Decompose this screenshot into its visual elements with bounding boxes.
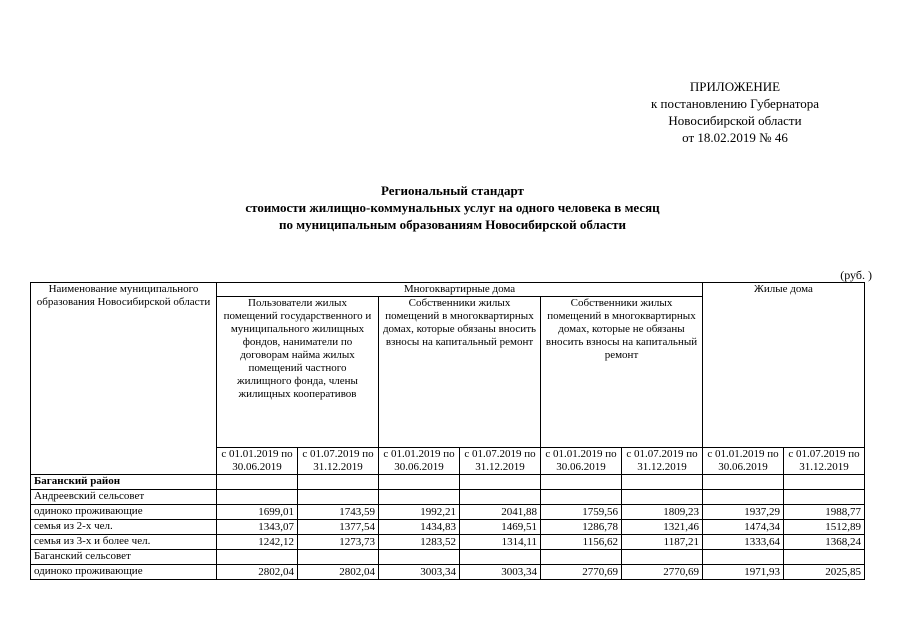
document-title — [0, 182, 905, 233]
header-period-5: с 01.01.2019 по 30.06.2019 — [541, 448, 622, 475]
unit-label: (руб. ) — [840, 268, 872, 282]
row-label: семья из 3-х и более чел. — [31, 535, 217, 550]
header-sub-owners-capital: Собственники жилых помещений в многоквартирных домах, которые обязаны вносить взносы на капитальный ремонт — [379, 297, 541, 448]
value-cell — [541, 475, 622, 490]
title-line-3: по муниципальным образованиям Новосибирской области — [279, 217, 626, 232]
value-cell — [784, 475, 865, 490]
value-cell: 1759,56 — [541, 505, 622, 520]
value-cell — [460, 550, 541, 565]
header-period-6: с 01.07.2019 по 31.12.2019 — [622, 448, 703, 475]
row-label: одиноко проживающие — [31, 565, 217, 580]
appendix-block — [600, 78, 870, 146]
value-cell: 1988,77 — [784, 505, 865, 520]
appendix-heading: ПРИЛОЖЕНИЕ — [689, 79, 781, 94]
value-cell: 2802,04 — [298, 565, 379, 580]
table-row — [31, 565, 865, 580]
table-row — [31, 505, 865, 520]
header-houses: Жилые дома — [703, 283, 865, 448]
value-cell: 1377,54 — [298, 520, 379, 535]
header-period-3: с 01.01.2019 по 30.06.2019 — [379, 448, 460, 475]
value-cell: 1743,59 — [298, 505, 379, 520]
row-label: Баганский район — [31, 475, 217, 490]
value-cell: 1368,24 — [784, 535, 865, 550]
value-cell — [217, 550, 298, 565]
header-period-8: с 01.07.2019 по 31.12.2019 — [784, 448, 865, 475]
table-row — [31, 535, 865, 550]
header-mkd: Многоквартирные дома — [217, 283, 703, 297]
header-sub-tenants: Пользователи жилых помещений государственного и муниципального жилищных фондов, наниматели по договорам найма жилых помещений частного жилищного фонда, члены жилищных кооперативов — [217, 297, 379, 448]
value-cell: 1809,23 — [622, 505, 703, 520]
value-cell: 1286,78 — [541, 520, 622, 535]
value-cell: 1314,11 — [460, 535, 541, 550]
value-cell: 1343,07 — [217, 520, 298, 535]
value-cell — [541, 490, 622, 505]
title-line-1: Региональный стандарт — [381, 183, 524, 198]
title-line-2: стоимости жилищно-коммунальных услуг на одного человека в месяц — [245, 200, 660, 215]
value-cell — [379, 490, 460, 505]
table-row — [31, 490, 865, 505]
value-cell: 1333,64 — [703, 535, 784, 550]
value-cell: 1474,34 — [703, 520, 784, 535]
header-period-7: с 01.01.2019 по 30.06.2019 — [703, 448, 784, 475]
value-cell: 1283,52 — [379, 535, 460, 550]
value-cell: 1434,83 — [379, 520, 460, 535]
value-cell — [703, 490, 784, 505]
value-cell — [379, 475, 460, 490]
value-cell — [379, 550, 460, 565]
value-cell: 1971,93 — [703, 565, 784, 580]
value-cell: 1156,62 — [541, 535, 622, 550]
value-cell — [703, 550, 784, 565]
value-cell: 2025,85 — [784, 565, 865, 580]
value-cell — [217, 490, 298, 505]
value-cell: 1937,29 — [703, 505, 784, 520]
value-cell — [622, 550, 703, 565]
value-cell: 3003,34 — [379, 565, 460, 580]
value-cell: 2770,69 — [541, 565, 622, 580]
appendix-date: от 18.02.2019 № 46 — [682, 130, 788, 145]
value-cell — [622, 490, 703, 505]
standards-table — [30, 282, 865, 580]
value-cell — [298, 475, 379, 490]
value-cell — [460, 490, 541, 505]
header-sub-owners-no-capital: Собственники жилых помещений в многоквартирных домах, которые не обязаны вносить взносы на капитальный ремонт — [541, 297, 703, 448]
header-name: Наименование муниципального образования Новосибирской области — [31, 283, 217, 475]
row-label: семья из 2-х чел. — [31, 520, 217, 535]
value-cell: 3003,34 — [460, 565, 541, 580]
value-cell — [703, 475, 784, 490]
value-cell — [541, 550, 622, 565]
value-cell: 1242,12 — [217, 535, 298, 550]
value-cell: 1273,73 — [298, 535, 379, 550]
value-cell — [784, 490, 865, 505]
header-period-2: с 01.07.2019 по 31.12.2019 — [298, 448, 379, 475]
value-cell: 1321,46 — [622, 520, 703, 535]
value-cell: 2802,04 — [217, 565, 298, 580]
value-cell — [217, 475, 298, 490]
value-cell: 2041,88 — [460, 505, 541, 520]
table-row — [31, 475, 865, 490]
value-cell: 1187,21 — [622, 535, 703, 550]
table-row — [31, 550, 865, 565]
appendix-decree: к постановлению Губернатора — [650, 96, 820, 111]
value-cell — [298, 490, 379, 505]
row-label: одиноко проживающие — [31, 505, 217, 520]
header-period-1: с 01.01.2019 по 30.06.2019 — [217, 448, 298, 475]
row-label: Баганский сельсовет — [31, 550, 217, 565]
table-row — [31, 520, 865, 535]
header-period-4: с 01.07.2019 по 31.12.2019 — [460, 448, 541, 475]
value-cell: 1469,51 — [460, 520, 541, 535]
value-cell — [622, 475, 703, 490]
value-cell: 1699,01 — [217, 505, 298, 520]
row-label: Андреевский сельсовет — [31, 490, 217, 505]
value-cell — [298, 550, 379, 565]
appendix-region: Новосибирской области — [668, 113, 802, 128]
value-cell: 2770,69 — [622, 565, 703, 580]
value-cell — [784, 550, 865, 565]
value-cell: 1512,89 — [784, 520, 865, 535]
value-cell: 1992,21 — [379, 505, 460, 520]
value-cell — [460, 475, 541, 490]
